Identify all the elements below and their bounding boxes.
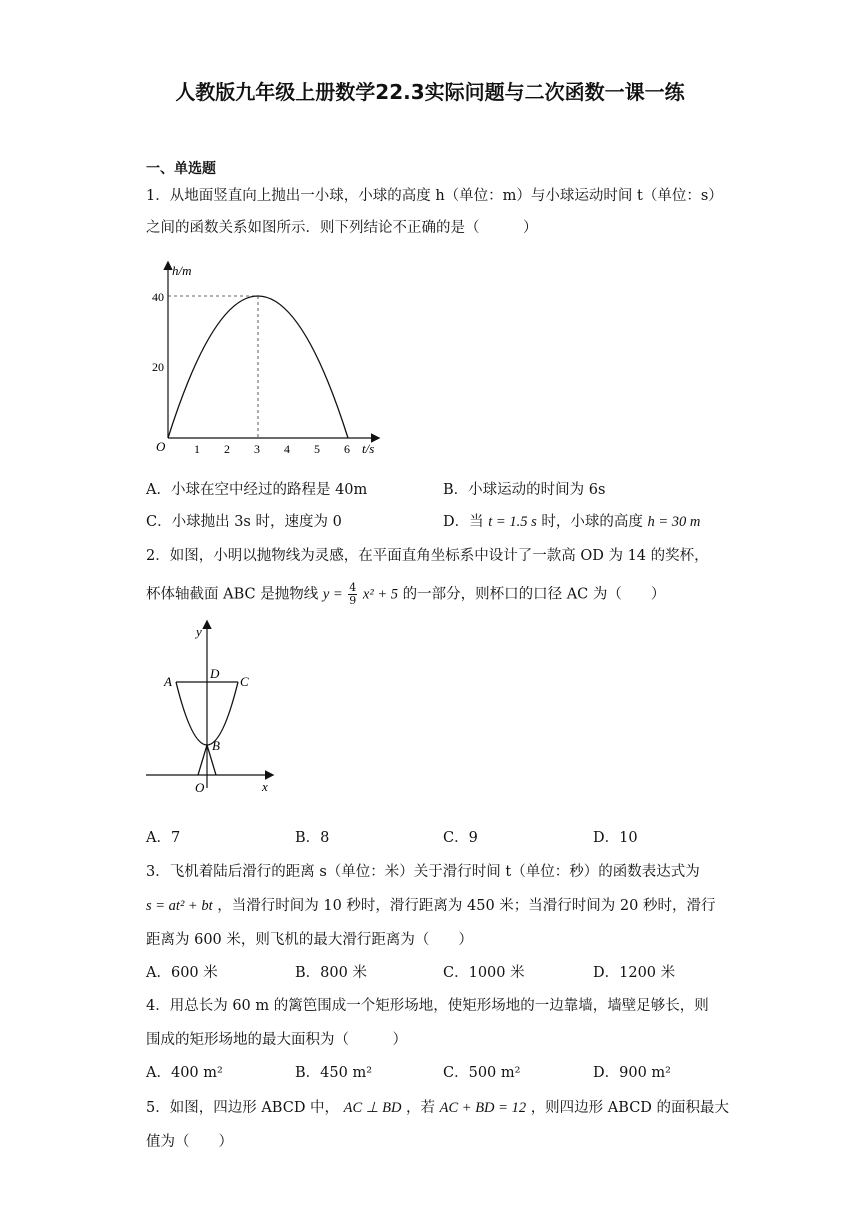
q3-line3: 距离为 600 米，则飞机的最大滑行距离为（ ） <box>146 932 473 948</box>
q1-graph <box>140 255 390 460</box>
q2-label-D: D <box>210 666 220 681</box>
q2-eq-rest: x² + 5 <box>362 586 398 603</box>
q2-eq-y: y = <box>322 586 343 603</box>
q2-figure <box>140 618 280 796</box>
section-heading: 一、单选题 <box>146 161 216 177</box>
origin-label: O <box>156 439 166 454</box>
q4-option-c[interactable]: C．500 m² <box>443 1065 521 1081</box>
q1-line2: 之间的函数关系如图所示．则下列结论不正确的是（ ） <box>146 220 538 236</box>
x-tick-3: 3 <box>254 442 260 456</box>
x-tick-4: 4 <box>284 442 290 456</box>
q3-option-c[interactable]: C．1000 米 <box>443 965 525 981</box>
q1-option-d[interactable] <box>443 512 700 532</box>
q2-line1: 2．如图，小明以抛物线为灵感，在平面直角坐标系中设计了一款高 OD 为 14 的奖杯， <box>146 548 709 564</box>
y-tick-20: 20 <box>152 360 164 374</box>
q4-option-d[interactable]: D．900 m² <box>593 1065 671 1081</box>
q3-line2 <box>146 896 715 916</box>
q2-label-C: C <box>240 674 249 689</box>
q5-line1 <box>146 1098 729 1118</box>
q2-line2-pre: 杯体轴截面 ABC 是抛物线 <box>146 586 319 603</box>
q2-eq-fraction <box>348 582 357 607</box>
x-axis-label: t/s <box>362 441 375 456</box>
q1-option-c[interactable]: C．小球抛出 3s 时，速度为 0 <box>146 514 342 530</box>
x-tick-5: 5 <box>314 442 320 456</box>
q3-formula: s = at² + bt <box>146 898 213 914</box>
q3-line2-post: ，当滑行时间为 10 秒时，滑行距离为 450 米；当滑行时间为 20 秒时，滑行 <box>217 898 716 914</box>
q5-line1-pre: 5．如图，四边形 ABCD 中， <box>146 1100 340 1116</box>
q2-option-b[interactable]: B．8 <box>295 830 330 846</box>
x-tick-6: 6 <box>344 442 350 456</box>
q5-cond2: AC + BD = 12 <box>439 1100 527 1116</box>
q4-line2: 围成的矩形场地的最大面积为（ ） <box>146 1032 407 1048</box>
y-axis-label: h/m <box>172 263 192 278</box>
q2-label-A: A <box>164 674 172 689</box>
x-tick-1: 1 <box>194 442 200 456</box>
q2-line2 <box>146 582 665 607</box>
q3-option-d[interactable]: D．1200 米 <box>593 965 676 981</box>
q2-eq-den: 9 <box>349 594 357 607</box>
q1-option-b[interactable]: B．小球运动的时间为 6s <box>443 482 606 498</box>
q1-option-a[interactable]: A．小球在空中经过的路程是 40m <box>146 482 368 498</box>
q4-option-b[interactable]: B．450 m² <box>295 1065 373 1081</box>
q3-option-b[interactable]: B．800 米 <box>295 965 367 981</box>
q2-eq-num: 4 <box>349 581 357 594</box>
q1-option-d-pre: D．当 <box>443 514 484 530</box>
q2-option-a[interactable]: A．7 <box>146 830 181 846</box>
q2-label-y: y <box>196 624 202 639</box>
page-title: 人教版九年级上册数学22.3实际问题与二次函数一课一练 <box>175 80 685 104</box>
q2-option-d[interactable]: D．10 <box>593 830 638 846</box>
q1-option-d-h: h = 30 m <box>647 514 701 530</box>
q4-option-a[interactable]: A．400 m² <box>146 1065 223 1081</box>
q2-option-c[interactable]: C．9 <box>443 830 478 846</box>
x-tick-2: 2 <box>224 442 230 456</box>
q1-option-d-mid: 时，小球的高度 <box>541 514 643 530</box>
q5-line1-mid: ，若 <box>406 1100 436 1116</box>
q2-label-x: x <box>262 779 268 794</box>
q2-line2-post: 的一部分，则杯口的口径 AC 为（ ） <box>402 586 666 603</box>
q1-option-d-t: t = 1.5 s <box>488 514 537 530</box>
stem-left <box>198 745 207 775</box>
y-tick-40: 40 <box>152 290 164 304</box>
q2-label-B: B <box>212 738 220 753</box>
q2-label-O: O <box>195 780 205 795</box>
q5-line2: 值为（ ） <box>146 1134 233 1150</box>
q5-cond1: AC ⊥ BD <box>343 1100 402 1116</box>
q3-line1: 3．飞机着陆后滑行的距离 s（单位：米）关于滑行时间 t（单位：秒）的函数表达式为 <box>146 864 700 880</box>
q3-option-a[interactable]: A．600 米 <box>146 965 218 981</box>
q5-line1-post: ，则四边形 ABCD 的面积最大 <box>530 1100 730 1116</box>
q4-line1: 4．用总长为 60 m 的篱笆围成一个矩形场地，使矩形场地的一边靠墙，墙壁足够长，则 <box>146 998 709 1014</box>
q1-line1: 1．从地面竖直向上抛出一小球，小球的高度 h（单位：m）与小球运动时间 t（单位：s） <box>146 188 723 204</box>
